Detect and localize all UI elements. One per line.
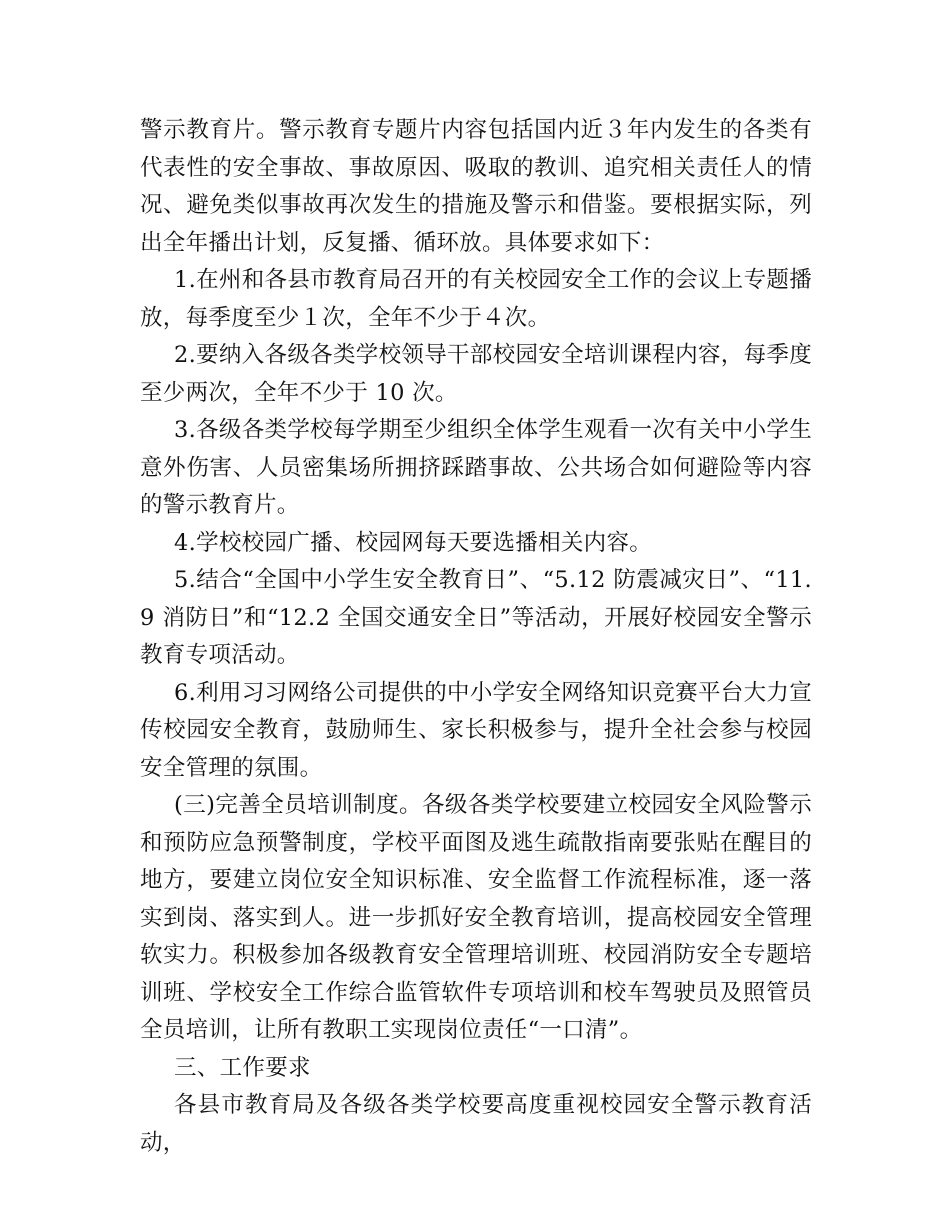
list-item-3: 3.各级各类学校每学期至少组织全体学生观看一次有关中小学生意外伤害、人员密集场所拥挤踩踏事故、公共场合如何避险等内容的警示教育片。 bbox=[140, 417, 812, 518]
paragraph-intro-continued: 警示教育片。警示教育专题片内容包括国内近３年内发生的各类有代表性的安全事故、事故原因、吸取的教训、追究相关责任人的情况、避免类似事故再次发生的措施及警示和借鉴。要根据实际，列出全年播出计划，反复播、循环放。具体要求如下： bbox=[140, 117, 812, 256]
document-body bbox=[140, 112, 812, 1162]
section-heading-work-requirements: 三、工作要求 bbox=[174, 1054, 311, 1081]
list-item-5: 5.结合“全国中小学生安全教育日”、“5.12 防震减灾日”、“11.9 消防日”和“12.2 全国交通安全日”等活动，开展好校园安全警示教育专项活动。 bbox=[140, 567, 812, 668]
list-item-6: 6.利用习习网络公司提供的中小学安全网络知识竞赛平台大力宣传校园安全教育，鼓励师生、家长积极参与，提升全社会参与校园安全管理的氛围。 bbox=[140, 679, 812, 781]
list-item-4: 4.学校校园广播、校园网每天要选播相关内容。 bbox=[174, 529, 653, 556]
list-item-1: 1.在州和各县市教育局召开的有关校园安全工作的会议上专题播放，每季度至少１次，全年不少于４次。 bbox=[140, 267, 812, 331]
paragraph-training-system: (三)完善全员培训制度。各级各类学校要建立校园安全风险警示和预防应急预警制度，学校平面图及逃生疏散指南要张贴在醒目的地方，要建立岗位安全知识标准、安全监督工作流程标准，逐一落实到岗、落实到人。进一步抓好安全教育培训，提高校园安全管理软实力。积极参加各级教育安全管理培训班、校园消防安全专题培训班、学校安全工作综合监管软件专项培训和校车驾驶员及照管员全员培训，让所有教职工实现岗位责任“一口清”。 bbox=[140, 792, 812, 1043]
paragraph-requirements-start: 各县市教育局及各级各类学校要高度重视校园安全警示教育活动， bbox=[140, 1092, 812, 1156]
list-item-2: 2.要纳入各级各类学校领导干部校园安全培训课程内容，每季度至少两次，全年不少于 10 次。 bbox=[140, 342, 812, 406]
